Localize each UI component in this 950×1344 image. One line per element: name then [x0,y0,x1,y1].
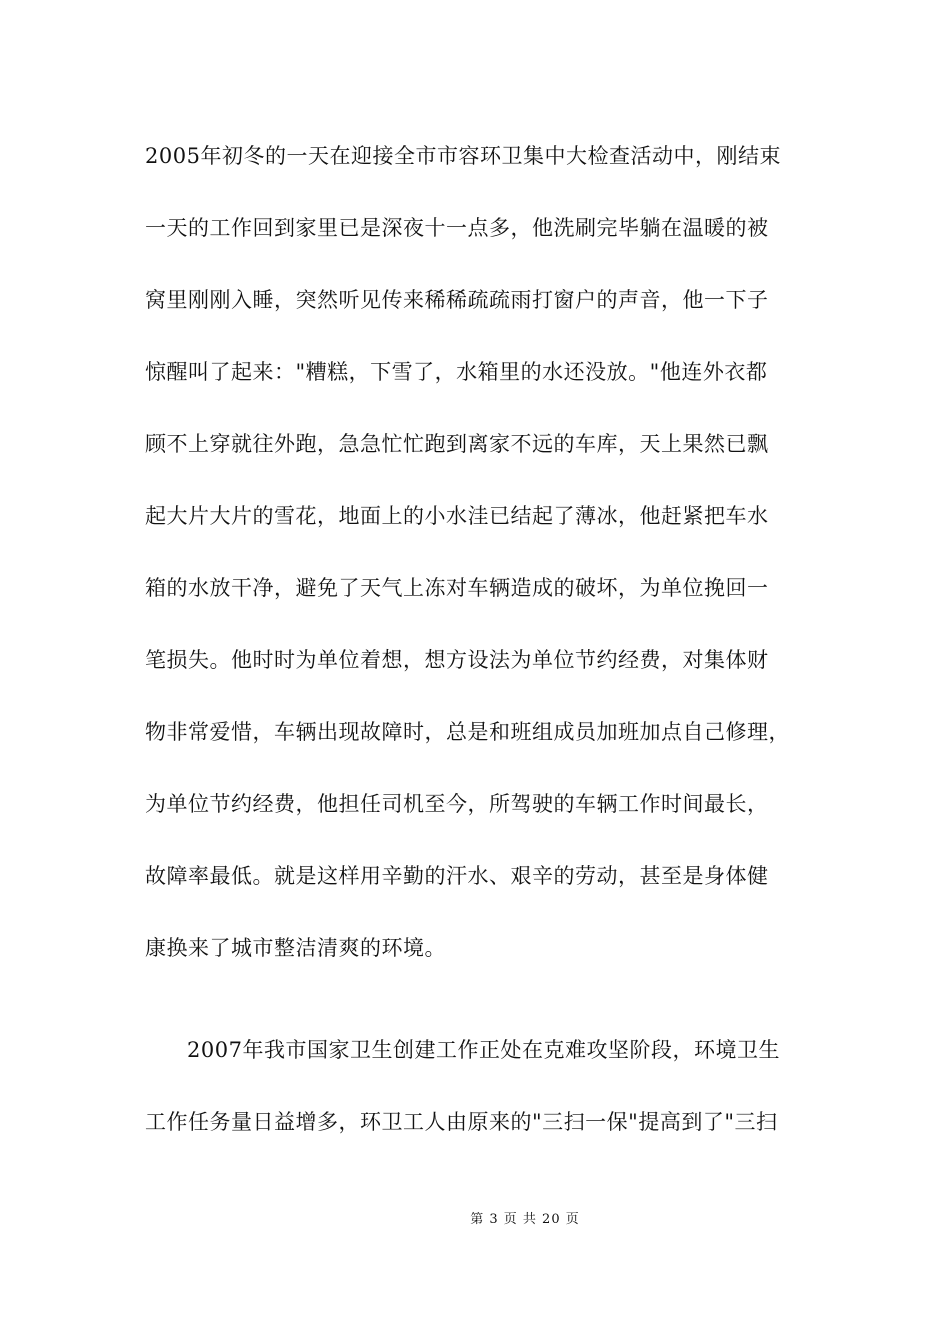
text-line-14: 工作任务量日益增多，环卫工人由原来的"三扫一保"提高到了"三扫 [145,1110,778,1134]
text-line-3: 窝里刚刚入睡，突然听见传来稀稀疏疏雨打窗户的声音，他一下子 [145,288,769,312]
page-number: 第 3 页 共 20 页 [470,1212,580,1227]
text-line-2: 一天的工作回到家里已是深夜十一点多，他洗刷完毕躺在温暖的被 [145,216,769,240]
text-line-12: 康换来了城市整洁清爽的环境。 [145,936,446,960]
text-line-11: 故障率最低。就是这样用辛勤的汗水、艰辛的劳动，甚至是身体健 [145,864,769,888]
text-line-13: 2007年我市国家卫生创建工作正处在克难攻坚阶段，环境卫生 [187,1038,780,1062]
text-line-6: 起大片大片的雪花，地面上的小水洼已结起了薄冰，他赶紧把车水 [145,504,769,528]
page-footer [0,1208,950,1227]
text-line-1: 2005年初冬的一天在迎接全市市容环卫集中大检查活动中，刚结束 [145,144,781,168]
text-line-10: 为单位节约经费，他担任司机至今，所驾驶的车辆工作时间最长， [145,792,769,816]
text-line-7: 箱的水放干净，避免了天气上冻对车辆造成的破坏，为单位挽回一 [145,576,769,600]
text-line-9: 物非常爱惜，车辆出现故障时，总是和班组成员加班加点自己修理， [145,720,790,744]
text-line-5: 顾不上穿就往外跑，急急忙忙跑到离家不远的车库，天上果然已飘 [145,432,769,456]
text-line-8: 笔损失。他时时为单位着想，想方设法为单位节约经费，对集体财 [145,648,769,672]
text-line-4: 惊醒叫了起来："糟糕，下雪了，水箱里的水还没放。"他连外衣都 [145,360,768,384]
